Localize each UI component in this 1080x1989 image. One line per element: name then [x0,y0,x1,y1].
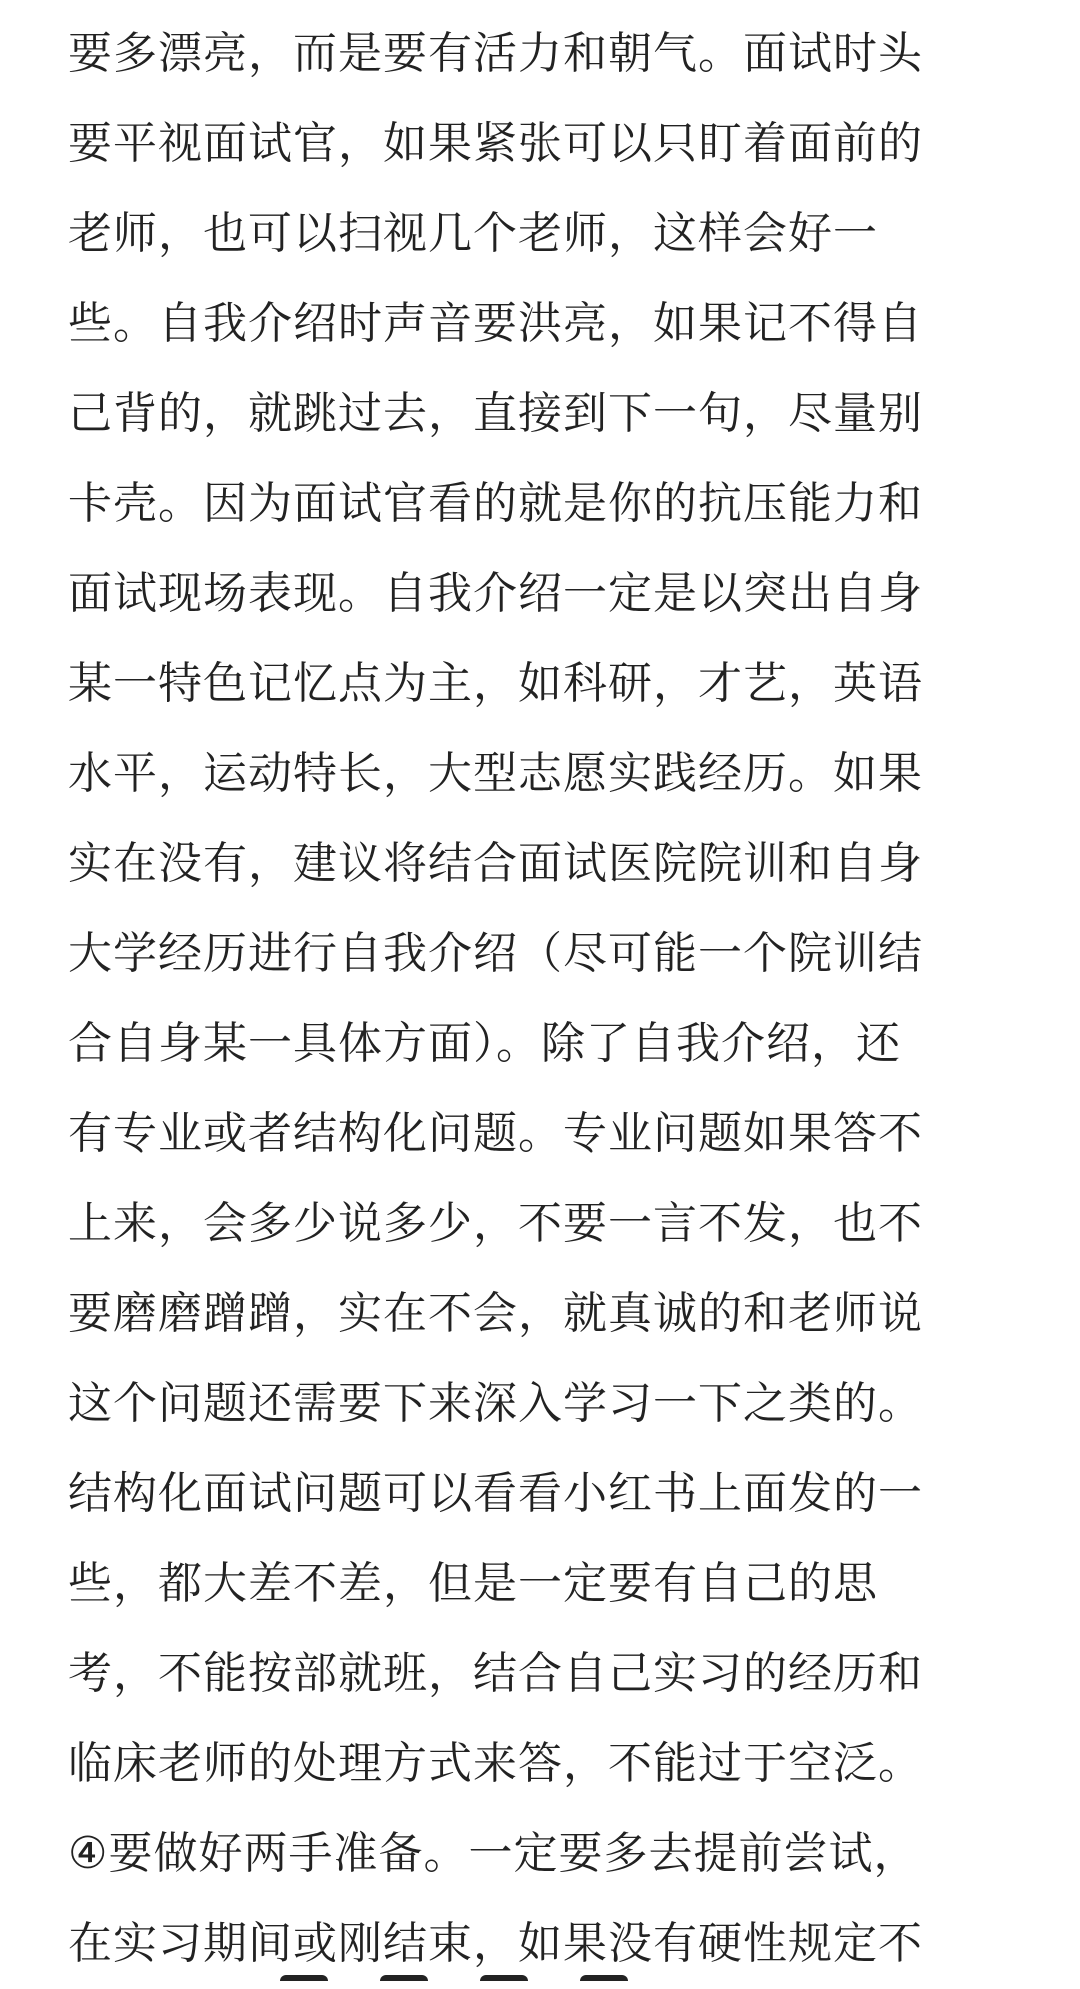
article-line: 合自身某一具体方面）。除了自我介绍，还 [68,1018,901,1069]
article-line: 要多漂亮，而是要有活力和朝气。面试时头 [68,28,923,79]
article-line: 老师，也可以扫视几个老师，这样会好一 [68,208,878,259]
cut-off-next-line [280,1975,800,1989]
article-line: 大学经历进行自我介绍（尽可能一个院训结 [68,928,923,979]
article-line: 有专业或者结构化问题。专业问题如果答不 [68,1108,923,1159]
glyph-fragment [380,1975,428,1989]
article-line: 己背的，就跳过去，直接到下一句，尽量别 [68,388,923,439]
glyph-fragment [580,1975,628,1989]
article-line: 水平，运动特长，大型志愿实践经历。如果 [68,748,923,799]
glyph-fragment [280,1975,328,1989]
article-line: 结构化面试问题可以看看小红书上面发的一 [68,1468,923,1519]
article-line: 某一特色记忆点为主，如科研，才艺，英语 [68,658,923,709]
article-line: 上来，会多少说多少，不要一言不发，也不 [68,1198,923,1249]
article-line: ④要做好两手准备。一定要多去提前尝试， [68,1828,919,1879]
article-line: 些，都大差不差，但是一定要有自己的思 [68,1558,878,1609]
glyph-fragment [480,1975,528,1989]
article-line: 些。自我介绍时声音要洪亮，如果记不得自 [68,298,923,349]
article-line: 临床老师的处理方式来答，不能过于空泛。 [68,1738,923,1789]
article-line: 要平视面试官，如果紧张可以只盯着面前的 [68,118,923,169]
article-line: 考，不能按部就班，结合自己实习的经历和 [68,1648,923,1699]
article-line: 面试现场表现。自我介绍一定是以突出自身 [68,568,923,619]
article-line: 实在没有，建议将结合面试医院院训和自身 [68,838,923,889]
article-line: 在实习期间或刚结束，如果没有硬性规定不 [68,1918,923,1969]
article-line: 要磨磨蹭蹭，实在不会，就真诚的和老师说 [68,1288,923,1339]
article-line: 这个问题还需要下来深入学习一下之类的。 [68,1378,923,1429]
article-line: 卡壳。因为面试官看的就是你的抗压能力和 [68,478,923,529]
